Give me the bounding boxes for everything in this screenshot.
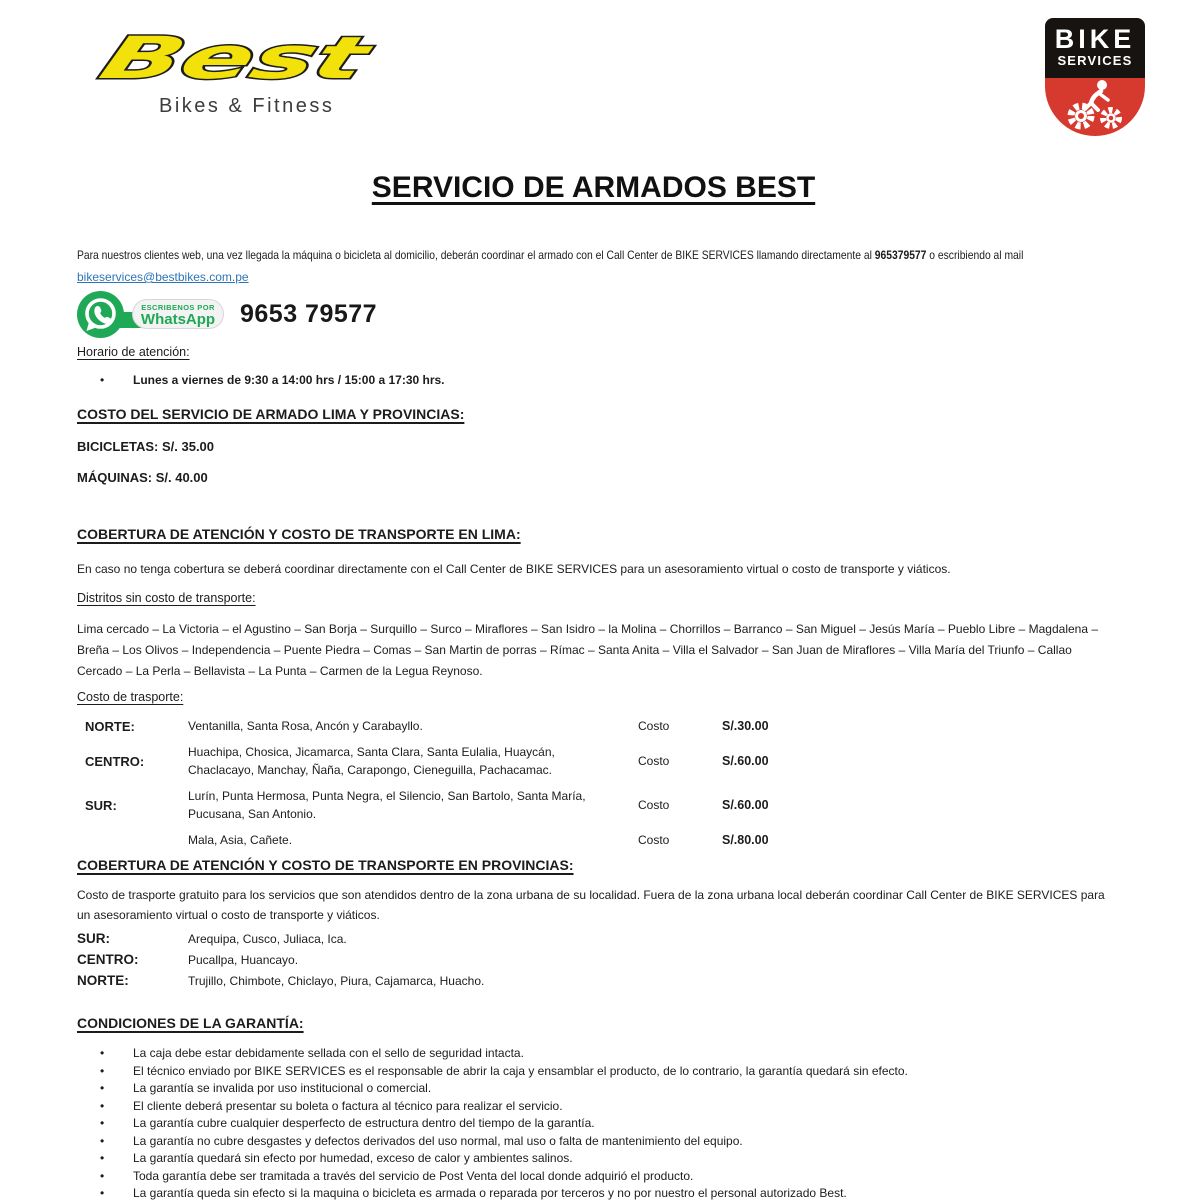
bullet-icon: • bbox=[100, 1186, 105, 1200]
best-logo-subtitle: Bikes & Fitness bbox=[159, 95, 335, 117]
bullet-icon: • bbox=[100, 1046, 105, 1060]
warranty-item-text: Toda garantía debe ser tramitada a través del servicio de Post Venta del local donde adquirió el producto. bbox=[133, 1168, 694, 1183]
distritos-list: Lima cercado – La Victoria – el Agustino – San Borja – Surquillo – Surco – Miraflores – San Isidro – la Molina – Chorrillos – Barranco – San Miguel – Jesús María – Pueblo Libre – Magdalena – Breña – Los Olivos – Independencia – Puente Piedra – Comas – San Martin de porras – Rímac – Santa Anita – Villa el Salvador – San Juan de Miraflores – Villa María del Triunfo – Callao Cercado – La Perla – Bellavista – La Punta – Carmen de la Legua Reynoso. bbox=[77, 622, 1099, 678]
zone-row-cities: Trujillo, Chimbote, Chiclayo, Piura, Cajamarca, Huacho. bbox=[188, 974, 485, 988]
intro-text-1: Para nuestros clientes web, una vez llegada la máquina o bicicleta al domicilio, deberán coordinar el armado con el Call Center de BIKE SERVICES llamando directamente al bbox=[77, 248, 875, 262]
horario-heading: Horario de atención: bbox=[77, 345, 190, 359]
bullet-icon: • bbox=[100, 1116, 105, 1130]
table-row-zone: NORTE: bbox=[85, 718, 135, 734]
whatsapp-badge-line2: WhatsApp bbox=[140, 311, 216, 328]
warranty-item-text: La caja debe estar debidamente sellada con el sello de seguridad intacta. bbox=[133, 1046, 524, 1060]
warranty-item bbox=[77, 1185, 1110, 1200]
bullet-icon: • bbox=[100, 1133, 105, 1148]
warranty-item-text: La garantía quedará sin efecto por humedad, exceso de calor y ambientes salinos. bbox=[133, 1151, 573, 1165]
bike-services-badge-bottom bbox=[1045, 78, 1145, 136]
warranty-item-text: La garantía cubre cualquier desperfecto de estructura dentro del tiempo de la garantía. bbox=[133, 1116, 595, 1130]
warranty-item-text: La garantía queda sin efecto si la maquina o bicicleta es armada o reparada por terceros y no por nuestro el personal autorizado Best. bbox=[133, 1186, 847, 1200]
table-row-price: S/.60.00 bbox=[722, 754, 769, 768]
bullet-icon: • bbox=[100, 1151, 105, 1165]
costo-maquinas: MÁQUINAS: S/. 40.00 bbox=[77, 470, 208, 485]
provincias-zone-table bbox=[77, 929, 1110, 991]
costo-trasporte-table bbox=[85, 717, 1110, 849]
bullet-icon: • bbox=[100, 1081, 105, 1095]
warranty-item bbox=[77, 1168, 1110, 1186]
warranty-item-text: El cliente deberá presentar su boleta o factura al técnico para realizar el servicio. bbox=[133, 1098, 563, 1113]
bullet-icon: • bbox=[100, 1168, 105, 1183]
email-link[interactable]: bikeservices@bestbikes.com.pe bbox=[77, 270, 249, 284]
bullet-icon: • bbox=[100, 373, 105, 387]
page-title: SERVICIO DE ARMADOS BEST bbox=[371, 171, 816, 204]
warranty-item bbox=[77, 1150, 1110, 1168]
whatsapp-badge bbox=[132, 299, 224, 329]
warranty-item bbox=[77, 1080, 1110, 1098]
best-bikes-logo bbox=[77, 22, 397, 118]
cobertura-provincias-body: Costo de trasporte gratuito para los servicios que son atendidos dentro de la zona urbana de su localidad. Fuera de la zona urbana local deberán coordinar Call Center de BIKE SERVICES para un asesoramiento virtual o costo de transporte y viáticos. bbox=[77, 888, 1105, 922]
warranty-item bbox=[77, 1098, 1110, 1116]
intro-text-2: o escribiendo al mail bbox=[926, 248, 1024, 262]
zone-row-label: CENTRO: bbox=[77, 952, 139, 967]
warranty-item bbox=[77, 1115, 1110, 1133]
bike-services-label: BIKE bbox=[1054, 24, 1136, 54]
bike-services-label2: SERVICES bbox=[1057, 53, 1133, 68]
table-row-price: S/.80.00 bbox=[722, 833, 769, 847]
header bbox=[77, 22, 1136, 135]
table-row-areas: Mala, Asia, Cañete. bbox=[188, 833, 293, 847]
table-row-label: Costo bbox=[638, 754, 670, 768]
zone-row-label: SUR: bbox=[77, 931, 110, 946]
warranty-item bbox=[77, 1133, 1110, 1151]
distritos-heading: Distritos sin costo de transporte: bbox=[77, 591, 256, 605]
table-row-areas: Lurín, Punta Hermosa, Punta Negra, el Silencio, San Bartolo, Santa María, Pucusana, San Antonio. bbox=[188, 789, 586, 821]
table-row-price: S/.60.00 bbox=[722, 798, 769, 812]
whatsapp-contact-row bbox=[77, 290, 1110, 338]
cobertura-lima-heading: COBERTURA DE ATENCIÓN Y COSTO DE TRANSPORTE EN LIMA: bbox=[77, 526, 521, 542]
garantia-list bbox=[77, 1045, 1110, 1200]
warranty-item-text: El técnico enviado por BIKE SERVICES es el responsable de abrir la caja y ensamblar el producto, de lo contrario, la garantía quedará sin efecto. bbox=[133, 1063, 908, 1078]
whatsapp-number: 9653 79577 bbox=[240, 299, 378, 328]
svg-text:Best: Best bbox=[91, 24, 262, 93]
table-row-price: S/.30.00 bbox=[722, 719, 769, 733]
table-row-label: Costo bbox=[638, 833, 670, 847]
cobertura-lima-body: En caso no tenga cobertura se deberá coordinar directamente con el Call Center de BIKE SERVICES para un asesoramiento virtual o costo de transporte y viáticos. bbox=[77, 562, 951, 576]
table-row-zone: SUR: bbox=[85, 797, 117, 813]
cyclist-gears-icon bbox=[1057, 78, 1133, 130]
intro-phone: 965379577 bbox=[874, 248, 927, 262]
bike-services-badge-top bbox=[1045, 18, 1145, 78]
table-row-zone: CENTRO: bbox=[85, 753, 145, 769]
garantia-heading: CONDICIONES DE LA GARANTÍA: bbox=[77, 1015, 304, 1031]
bullet-icon: • bbox=[100, 1098, 105, 1113]
table-row-areas: Ventanilla, Santa Rosa, Ancón y Carabayllo. bbox=[188, 719, 423, 733]
best-wordmark-icon bbox=[77, 22, 397, 96]
warranty-item bbox=[77, 1045, 1110, 1063]
table-row-label: Costo bbox=[638, 798, 670, 812]
warranty-item-text: La garantía se invalida por uso institucional o comercial. bbox=[133, 1081, 432, 1095]
costo-servicio-heading: COSTO DEL SERVICIO DE ARMADO LIMA Y PROVINCIAS: bbox=[77, 406, 465, 422]
zone-row-cities: Arequipa, Cusco, Juliaca, Ica. bbox=[188, 932, 347, 946]
table-row-areas: Huachipa, Chosica, Jicamarca, Santa Clara, Santa Eulalia, Huaycán, Chaclacayo, Manchay, Ñaña, Carapongo, Cieneguilla, Pachacamac. bbox=[188, 745, 555, 777]
table-row-label: Costo bbox=[638, 719, 670, 733]
zone-row-label: NORTE: bbox=[77, 973, 129, 988]
warranty-item bbox=[77, 1063, 1110, 1081]
costo-trasporte-heading: Costo de trasporte: bbox=[77, 690, 184, 704]
bullet-icon: • bbox=[100, 1063, 105, 1078]
horario-item-text: Lunes a viernes de 9:30 a 14:00 hrs / 15:00 a 17:30 hrs. bbox=[133, 373, 445, 387]
whatsapp-icon bbox=[77, 291, 124, 338]
bike-services-badge bbox=[1045, 18, 1145, 136]
warranty-item-text: La garantía no cubre desgastes y defectos derivados del uso normal, mal uso o falta de mantenimiento del equipo. bbox=[133, 1133, 743, 1148]
cobertura-provincias-heading: COBERTURA DE ATENCIÓN Y COSTO DE TRANSPORTE EN PROVINCIAS: bbox=[77, 857, 574, 873]
zone-row-cities: Pucallpa, Huancayo. bbox=[188, 953, 299, 967]
horario-item bbox=[77, 373, 1110, 387]
intro-line1 bbox=[77, 244, 1023, 266]
whatsapp-badge-line1: ESCRIBENOS POR bbox=[141, 303, 215, 312]
intro-paragraph bbox=[77, 244, 1110, 288]
costo-bicicletas: BICICLETAS: S/. 35.00 bbox=[77, 439, 215, 454]
